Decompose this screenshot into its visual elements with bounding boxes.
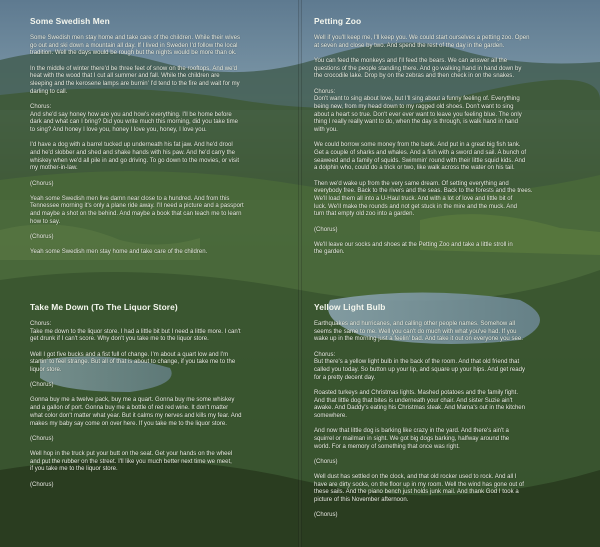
lyric-paragraph: Then we'd wake up from the very same dream. Of setting everything and everybody free. Back to the rivers and the seas. Back to the forests and the trees. We'll load them all into a U-Haul truck. And with a lot of love and little bit of luck. We'll make the rounds and not get stuck in the mire and the muck. And turn that empty old zoo into a garden. — [314, 180, 533, 218]
song-yellow-light-bulb — [314, 302, 582, 528]
lyric-paragraph: Yeah some Swedish men stay home and take care of the children. — [30, 249, 208, 256]
lyric-paragraph: Roasted turkeys and Christmas lights. Mashed potatoes and the family fight. And that little dog that bites is underneath your chair. And sister Suzie ain't awake. And Daddy's eating his Christmas steak. And Mama's out in the kitchen somewhere. — [314, 389, 526, 420]
lyric-paragraph: (Chorus) — [30, 180, 54, 187]
lyric-paragraph: You can feed the monkeys and I'll feed the bears. We can answer all the questions of the people standing there. And go walking hand in hand down by the crocodile lake. Drop by on the zebras and then check in on the snakes. — [314, 57, 522, 80]
lyric-paragraph: Well if you'll keep me, I'll keep you. We could start ourselves a petting zoo. Open at seven and close by two. And spend the rest of the day in the garden. — [314, 35, 530, 49]
lyric-paragraph: In the middle of winter there'd be three feet of snow on the rooftops. And we'd heat with the wood that I cut all summer and fall. While the children are sleeping and the kerosene lamps are burnin' I'd tend to the fire and wait for my darling to call. — [30, 65, 240, 95]
lyric-paragraph: Well dust has settled on the clock, and that old rocker used to rock. And all I have are dirty socks, on the floor up in my room. Well the wind has gone out of these sails. And the piano bench just holds junk mail. And thank God I took a picture of this November afternoon. — [314, 474, 524, 504]
lyric-paragraph: I'd have a dog with a barrel tucked up underneath his fat jaw. And he'd drool and he'd slobber and shed and shake hands with his paw. And he'd carry the whiskey when we'd all pile in and go driving. To go down to the movies, or visit my mother-in-law. — [30, 142, 240, 172]
lyric-paragraph: Chorus: And she'd say honey how are you and how's everything. I'll be home before dark and what can I bring? Did you write much this morning, did you take time to sing? And honey I love you, honey I love you, honey, I love you. — [30, 103, 239, 134]
lyric-paragraph: Some Swedish men stay home and take care of the children. While their wives go out and ski down a mountain all day. If I lived in Sweden I'd follow the local tradition. Well the days would be rough but the nights would be more than ok. — [30, 35, 241, 57]
song-title: Take Me Down (To The Liquor Store) — [30, 302, 178, 312]
lyric-paragraph: And now that little dog is barking like crazy in the yard. And there's ain't a squirrel or mailman in sight. We got big dogs barking, halfway around the world. For a memory of something that once was right. — [314, 428, 510, 450]
lyric-paragraph: Well I got five bucks and a fist full of change. I'm about a quart low and I'm startin' to feel strange. But all of that is about to change, if you take me to the liquor store. — [30, 351, 236, 374]
lyric-paragraph: We could borrow some money from the bank. And put in a great big fish tank. Get a couple of sharks and whales. And a fish with a sword and sail. A bunch of seaweed and a family of squids. Swimmin' round with their little squid kids. And a dolphin who, could do a trick or two, like walk across the water on his tail. — [314, 142, 527, 172]
page-fold — [298, 0, 302, 547]
song-title: Yellow Light Bulb — [314, 302, 386, 312]
lyric-paragraph: (Chorus) — [30, 435, 54, 442]
lyric-paragraph: Chorus: But there's a yellow light bulb in the back of the room. And that old friend that called you today. So button up your lip, and square up your hips. And get ready for a pretty decent day. — [314, 351, 525, 381]
lyric-paragraph: (Chorus) — [30, 234, 54, 241]
lyric-paragraph: Chorus: Take me down to the liquor store. I had a little bit but I need a little more. I can't get drunk if I can't score. Why don't you take me to the liquor store. — [30, 321, 241, 343]
lyric-paragraph: (Chorus) — [314, 226, 338, 233]
lyric-paragraph: (Chorus) — [314, 512, 338, 519]
lyric-paragraph: Gonna buy me a twelve pack, buy me a quart. Gonna buy me some whiskey and a gallon of port. Gonna buy me a bottle of red red wine. It don't matter what color don't matter what year. But it calms my nerves and kills my fear. And makes my baby say come on over here. If you take me to the liquor store. — [30, 397, 242, 427]
lyric-paragraph: We'll leave our socks and shoes at the Petting Zoo and take a little stroll in the garden. — [314, 241, 513, 256]
lyric-paragraph: Earthquakes and hurricanes, and calling other people names. Somehow all seems the same to me. Well you can't do much with what you've had. If you wake up in the morning just a feelin' bad. And take it out on everyone you see. — [314, 321, 523, 343]
song-title: Petting Zoo — [314, 16, 362, 26]
lyric-paragraph: Yeah some Swedish men live damn near close to a hundred. And from this Tennessee morning it's only a plane ride away. I'll need a picture and a passport and maybe a shot on the behind. And maybe a book that can teach me to learn how to say. — [30, 195, 244, 225]
lyric-paragraph: Well hop in the truck put your butt on the seat. Get your hands on the wheel and put the rubber on the street. I'll like you much better next time we meet, if you take me to the liquor store. — [30, 450, 233, 473]
lyric-paragraph: (Chorus) — [30, 481, 54, 488]
song-petting-zoo — [314, 16, 582, 265]
song-take-me-down — [30, 302, 298, 497]
lyric-paragraph: Chorus: Don't want to sing about love, but I'll sing about a funny feeling of. Everything being new, from my head down to my ragged old shoes. Don't want to sing about a heart so true. Don't ever ever want to leave you feeling blue. The only thing I really really want to do, when the day is through, is walk hand in hand with you. — [314, 88, 522, 134]
lyric-paragraph: (Chorus) — [314, 458, 338, 465]
song-some-swedish-men — [30, 16, 298, 264]
song-title: Some Swedish Men — [30, 16, 110, 26]
lyric-paragraph: (Chorus) — [30, 382, 54, 389]
